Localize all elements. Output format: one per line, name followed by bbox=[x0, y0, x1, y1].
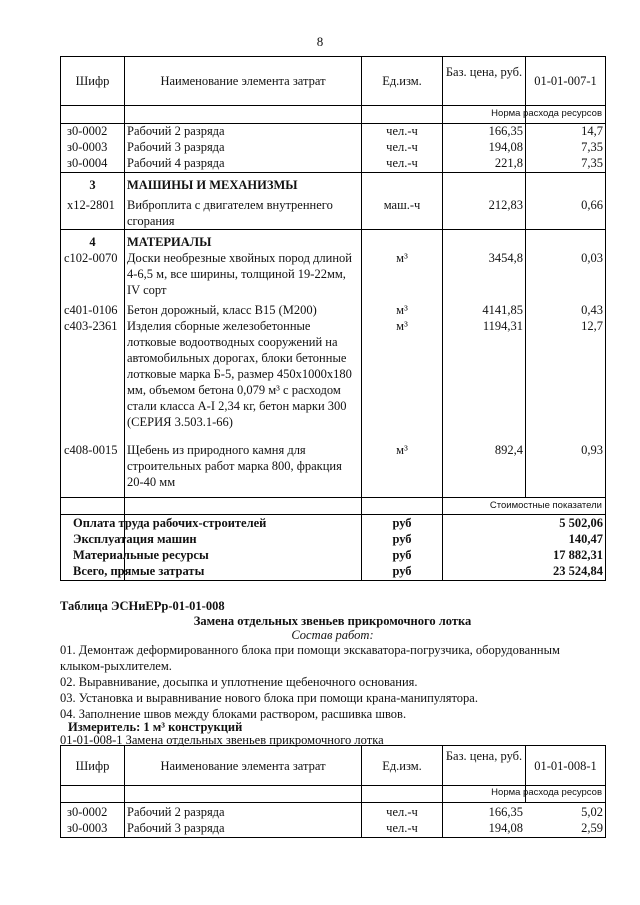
work-step: 01. Демонтаж деформированного блока при помощи экскаватора-погрузчика, оборудованным клыком-рыхлителем. bbox=[60, 643, 560, 673]
row-name: Доски необрезные хвойных пород длиной 4-6,5 м, все ширины, толщиной 19-22мм, IV сорт bbox=[127, 251, 352, 297]
row-norm: 14,7 bbox=[581, 124, 603, 138]
col-header-name: Наименование элемента затрат bbox=[160, 759, 326, 773]
cost-indicators-label: Стоимостные показатели bbox=[489, 500, 602, 511]
col-header-unit: Ед.изм. bbox=[382, 74, 422, 88]
works-composition-heading: Состав работ: bbox=[291, 628, 374, 642]
row-norm: 12,7 bbox=[581, 319, 603, 333]
col-header-code: Шифр bbox=[75, 759, 110, 773]
section-number: 4 bbox=[89, 235, 96, 249]
total-label: Оплата труда рабочих-строителей bbox=[73, 516, 267, 530]
col-header-base-price: Баз. цена, руб. bbox=[445, 749, 523, 763]
total-value: 17 882,31 bbox=[553, 548, 603, 562]
measurer: Измеритель: 1 м³ конструкций bbox=[68, 720, 243, 734]
col-header-code-value: 01-01-008-1 bbox=[534, 759, 597, 773]
row-code: с102-0070 bbox=[64, 251, 118, 265]
total-value: 23 524,84 bbox=[553, 564, 603, 578]
row-code: з0-0002 bbox=[67, 805, 108, 819]
norm-label: Норма расхода ресурсов bbox=[491, 108, 602, 119]
row-unit: чел.-ч bbox=[386, 156, 418, 170]
table-title: Таблица ЭСНиЕРр-01-01-008 bbox=[60, 599, 225, 613]
row-unit: чел.-ч bbox=[386, 821, 418, 835]
code-description: 01-01-008-1 Замена отдельных звеньев прикромочного лотка bbox=[60, 733, 384, 747]
col-header-unit: Ед.изм. bbox=[382, 759, 422, 773]
page-number: 8 bbox=[316, 34, 324, 49]
row-norm: 7,35 bbox=[581, 140, 603, 154]
row-unit: м³ bbox=[396, 303, 408, 317]
row-code: с408-0015 bbox=[64, 443, 118, 457]
row-price: 166,35 bbox=[488, 124, 523, 138]
section-heading: Замена отдельных звеньев прикромочного лотка bbox=[193, 614, 472, 628]
total-value: 140,47 bbox=[568, 532, 603, 546]
row-unit: м³ bbox=[396, 251, 408, 265]
row-name: Бетон дорожный, класс В15 (М200) bbox=[127, 303, 317, 317]
total-unit: руб bbox=[392, 564, 412, 578]
section-title: МАТЕРИАЛЫ bbox=[127, 235, 212, 249]
row-unit: чел.-ч bbox=[386, 124, 418, 138]
row-code: з0-0003 bbox=[67, 821, 108, 835]
row-code: с401-0106 bbox=[64, 303, 118, 317]
work-step: 04. Заполнение швов между блоками раствором, расшивка швов. bbox=[60, 707, 407, 721]
row-price: 212,83 bbox=[488, 198, 523, 212]
total-value: 5 502,06 bbox=[559, 516, 603, 530]
work-step: 02. Выравнивание, досыпка и уплотнение щебеночного основания. bbox=[60, 675, 418, 689]
total-unit: руб bbox=[392, 548, 412, 562]
resource-table-01-01-008-1 bbox=[60, 745, 606, 838]
row-norm: 0,93 bbox=[581, 443, 603, 457]
row-norm: 7,35 bbox=[581, 156, 603, 170]
section-number: 3 bbox=[89, 178, 96, 192]
col-header-base-price: Баз. цена, руб. bbox=[445, 65, 523, 79]
resource-table-01-01-007-1 bbox=[60, 56, 606, 581]
row-norm: 2,59 bbox=[581, 821, 603, 835]
row-price: 4141,85 bbox=[482, 303, 523, 317]
row-price: 221,8 bbox=[494, 156, 523, 170]
row-unit: м³ bbox=[396, 443, 408, 457]
row-name: Щебень из природного камня для строительных работ марка 800, фракция 20-40 мм bbox=[127, 443, 342, 489]
row-unit: маш.-ч bbox=[383, 198, 421, 212]
row-price: 194,08 bbox=[488, 821, 523, 835]
norm-label: Норма расхода ресурсов bbox=[491, 787, 602, 798]
row-name: Рабочий 2 разряда bbox=[127, 805, 225, 819]
row-unit: чел.-ч bbox=[386, 140, 418, 154]
row-name: Рабочий 2 разряда bbox=[127, 124, 225, 138]
row-norm: 0,66 bbox=[581, 198, 603, 212]
row-unit: чел.-ч bbox=[386, 805, 418, 819]
total-unit: руб bbox=[392, 532, 412, 546]
col-header-name: Наименование элемента затрат bbox=[160, 74, 326, 88]
row-norm: 5,02 bbox=[581, 805, 603, 819]
total-label: Материальные ресурсы bbox=[73, 548, 209, 562]
row-price: 166,35 bbox=[488, 805, 523, 819]
row-price: 1194,31 bbox=[482, 319, 523, 333]
row-norm: 0,03 bbox=[581, 251, 603, 265]
row-name: Изделия сборные железобетонные лотковые водоотводных сооружений на автомобильных дорогах, блоки бетонные лотковые марка Б-5, размер 450x1000x180 мм, объемом бетона 0,079 м³ с расходом стали класса А-I 2,34 кг, бетон марки 300 (СЕРИЯ 3.503.1-66) bbox=[127, 319, 352, 429]
section-title: МАШИНЫ И МЕХАНИЗМЫ bbox=[127, 178, 298, 192]
row-norm: 0,43 bbox=[581, 303, 603, 317]
row-code: с403-2361 bbox=[64, 319, 118, 333]
row-price: 194,08 bbox=[488, 140, 523, 154]
col-header-code: Шифр bbox=[75, 74, 110, 88]
row-unit: м³ bbox=[396, 319, 408, 333]
total-unit: руб bbox=[392, 516, 412, 530]
total-label: Эксплуатация машин bbox=[73, 532, 197, 546]
row-name: Рабочий 4 разряда bbox=[127, 156, 225, 170]
row-price: 3454,8 bbox=[488, 251, 523, 265]
row-name: Рабочий 3 разряда bbox=[127, 140, 225, 154]
row-code: х12-2801 bbox=[67, 198, 115, 212]
row-code: з0-0004 bbox=[67, 156, 108, 170]
total-label: Всего, прямые затраты bbox=[73, 564, 205, 578]
row-price: 892,4 bbox=[494, 443, 523, 457]
work-step: 03. Установка и выравнивание нового блока при помощи крана-манипулятора. bbox=[60, 691, 478, 705]
row-name: Рабочий 3 разряда bbox=[127, 821, 225, 835]
row-code: з0-0003 bbox=[67, 140, 108, 154]
row-code: з0-0002 bbox=[67, 124, 108, 138]
col-header-code-value: 01-01-007-1 bbox=[534, 74, 597, 88]
row-name: Виброплита с двигателем внутреннего сгорания bbox=[127, 198, 333, 228]
